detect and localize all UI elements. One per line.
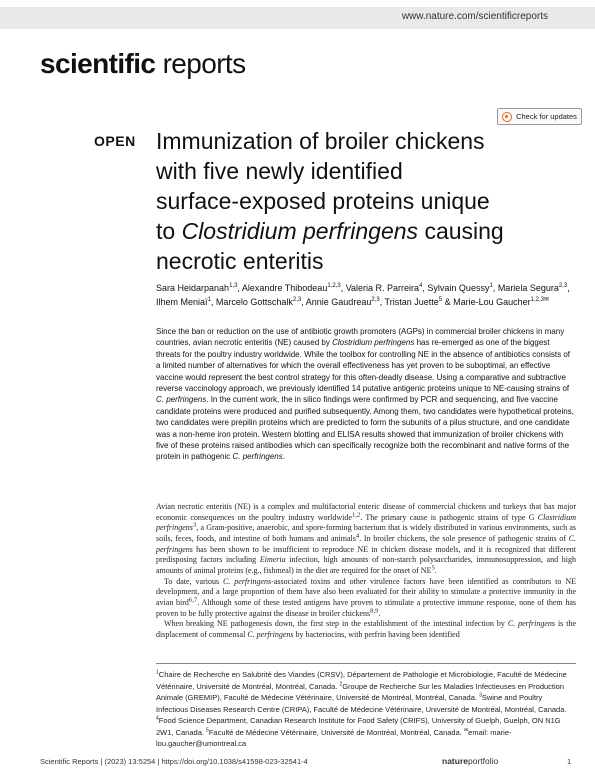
open-access-label: OPEN <box>94 133 136 149</box>
affiliations: $^1$Chaire de Recherche en Salubrité des Viandes (CRSV), Département de Pathologie et Microbiologie, Faculté de Médecine Vétérinaire, Université de Montréal, Montréal, Canada. $^2$Groupe de Recherche Sur les Maladies Infectieuses en Production Animale (GREMIP), Faculté de Médecine Vétérinaire, Université de Montréal, Montréal, Canada. $^3$Swine and Poultry Infectious Diseases Research Centre (CRIPA), Faculté de Médecine Vétérinaire, Université de Montréal, Montréal, Canada. $^4$Food Science Department, Canadian Research Institute for Food Safety (CRIFS), University of Guelph, Guelph, ON N1G 2W1, Canada. $^5$Faculté de Médecine Vétérinaire, Université de Montréal, Montréal, Canada. ✉email: marie-lou.gaucher@umontreal.ca <box>156 669 567 748</box>
title-species: Clostridium perfringens <box>181 218 419 244</box>
article-title <box>156 126 576 276</box>
email-icon: ✉ <box>463 727 469 733</box>
page-number: 1 <box>567 757 572 766</box>
journal-name-light: reports <box>155 48 246 79</box>
body-text <box>156 502 576 641</box>
author[interactable]: Ilhem Meniaï <box>156 296 208 307</box>
author[interactable]: Sara Heidarpanah <box>156 283 230 293</box>
citation-ref[interactable]: 8,9 <box>370 606 379 614</box>
footnote-divider <box>156 663 576 664</box>
journal-logo[interactable] <box>40 47 246 81</box>
title-line: Immunization of broiler chickens <box>156 128 485 154</box>
title-line: necrotic enteritis <box>156 248 324 274</box>
title-line: surface-exposed proteins unique <box>156 188 490 214</box>
journal-url[interactable]: www.nature.com/scientificreports <box>401 11 548 22</box>
citation-ref[interactable]: 1,2 <box>351 511 361 518</box>
contact-email[interactable]: email: marie-lou.gaucher@umontreal.ca <box>156 727 512 748</box>
author[interactable]: Sylvain Quessy <box>427 283 490 293</box>
author[interactable]: Tristan Juette <box>384 296 439 307</box>
paragraph: To date, various C. perfringens-associated toxins and other virulence factors have been identified as contributors to NE development, and a large proportion of them have also been evaluated for their ability to stimulate a protective immunity in the avian bird$^{6,7}$. Although some of these tested antigens have proven to stimulate a protective immune response, none of them has proven to be fully protective against the disease in broiler chickens$^{8,9}$. <box>156 576 576 618</box>
check-for-updates-button[interactable] <box>497 108 582 125</box>
journal-name-bold: scientific <box>40 48 156 79</box>
author[interactable]: Annie Gaudreau <box>305 296 372 307</box>
author-list: Sara Heidarpanah$^{1,3}$, Alexandre Thibodeau$^{1,2,3}$, Valeria R. Parreira$^4$, Sylvain Quessy$^1$, Mariela Segura$^{2,3}$, Ilhem Meniaï$^1$, Marcelo Gottschalk$^{2,3}$, Annie Gaudreau$^{2,3}$, Tristan Juette$^5$ & Marie-Lou Gaucher$^{1,2,3✉}$ <box>156 283 570 307</box>
paragraph: When breaking NE pathogenesis down, the first step in the establishment of the intestinal infection by C. perfringens is the displacement of commensal C. perfringens by bacteriocins, with perfrin having been identified <box>156 619 577 639</box>
citation-ref[interactable]: 3 <box>192 521 197 529</box>
author[interactable]: Valeria R. Parreira <box>345 283 420 293</box>
citation-ref[interactable]: 4 <box>355 532 360 540</box>
nature-portfolio-logo: natureportfolio <box>442 756 499 766</box>
check-updates-label: Check for updates <box>516 112 577 121</box>
citation-ref[interactable]: 5 <box>431 564 435 572</box>
title-line: to Clostridium perfringens causing <box>156 218 504 244</box>
author[interactable]: Marcelo Gottschalk <box>215 296 293 307</box>
paragraph: Avian necrotic enteritis (NE) is a complex and multifactorial enteric disease of commercial chickens and turkeys that has major economic consequences on the poultry industry worldwide$^{1,2}$. The primary cause is pathogenic strains of type G Clostridium perfringens$^3$, a Gram-positive, anaerobic, and spore-forming bacterium that is widely distributed in various environments, such as soils, feces, foods, and intestine of both humans and animals$^4$. In broiler chickens, the sole presence of pathogenic strains of C. perfringens has been shown to be insufficient to reproduce NE in chicken disease models, and it is recognized that different predisposing factors including Eimeria infection, high amounts of non-starch polysaccharides, immunosuppression, and high amounts of animal proteins (e.g., fishmeal) in the diet are required for the onset of $NE^5$. <box>156 502 577 575</box>
author[interactable]: Marie-Lou Gaucher <box>453 296 531 307</box>
refresh-icon <box>502 112 512 122</box>
footer-citation[interactable]: Scientific Reports | (2023) 13:5254 | https://doi.org/10.1038/s41598-023-32541-4 <box>40 757 308 766</box>
author[interactable]: Alexandre Thibodeau <box>241 283 328 293</box>
title-line: with five newly identified <box>156 158 403 184</box>
abstract: Since the ban or reduction on the use of antibiotic growth promoters (AGPs) in commercial broiler chickens in many countries, avian necrotic enteritis (NE) caused by Clostridium perfringens has re-emerged as one of the biggest threats for the poultry industry worldwide. While the toolbox for controlling NE in the absence of antibiotics consists of a limited number of alternatives for which the overall effectiveness has yet proven to be suboptimal, an effective vaccine would represent the best control strategy for this often-deadly disease. Using a comparative and subtractive reverse vaccinology approach, we previously identified 14 putative antigenic proteins unique to NE-causing strains of C. perfringens. In the current work, the in silico findings were confirmed by PCR and sequencing, and five vaccine candidate proteins were produced and purified subsequently. Among them, two candidates were hypothetical proteins, two candidates were prepilin proteins which are predicted to form the subunits of a pilus structure, and one candidate was a non-heme iron protein. Western blotting and ELISA results showed that immunization of broiler chickens with five of these proteins raised antibodies which can specifically recognize both the recombinant and native forms of the protein in pathogenic C. perfringens. <box>156 327 574 462</box>
email-icon[interactable]: 1,2,3✉ <box>530 296 550 303</box>
citation-ref[interactable]: 6,7 <box>188 596 198 604</box>
author[interactable]: Mariela Segura <box>497 283 559 293</box>
